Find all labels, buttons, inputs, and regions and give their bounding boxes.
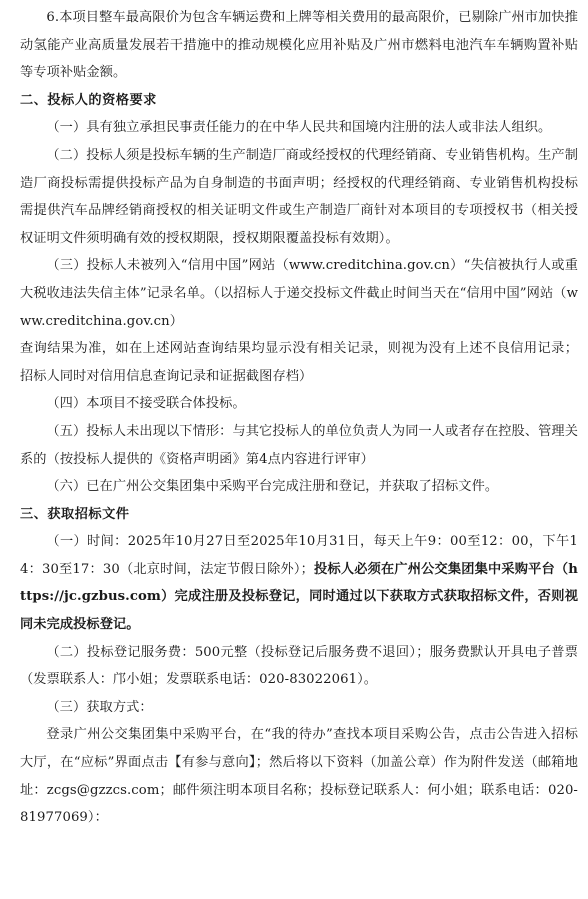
obtain-registration-notice: 投标人必须在广州公交集团集中采购平台（https://jc.gzbus.com）完成注册及投标登记，同时通过以下获取方式获取招标文件，否则视同未完成投标登记。	[20, 561, 578, 633]
paragraph-requirement-5: （五）投标人未出现以下情形：与其它投标人的单位负责人为同一人或者存在控股、管理关系的（按投标人提供的《资格声明函》第4点内容进行评审）	[20, 423, 578, 467]
paragraph-requirement-4: （四）本项目不接受联合体投标。	[46, 396, 246, 412]
paragraph-requirement-3-continued: 查询结果为准，如在上述网站查询结果均显示没有相关记录，则视为没有上述不良信用记录；招标人同时对信用信息查询记录和证据截图存档）	[20, 341, 578, 384]
paragraph-obtain-method-title: （三）获取方式：	[46, 699, 153, 715]
paragraph-requirement-6: （六）已在广州公交集团集中采购平台完成注册和登记，并获取了招标文件。	[46, 479, 499, 495]
paragraph-requirement-2: （二）投标人须是投标车辆的生产制造厂商或经授权的代理经销商、专业销售机构。生产制造厂商投标需提供投标产品为自身制造的书面声明；经授权的代理经销商、专业销售机构投标需提供汽车品牌经销商授权的相关证明文件或生产制造厂商针对本项目的专项授权书（相关授权证明文件须明确有效的授权期限，授权期限覆盖投标有效期）。	[20, 147, 578, 246]
section-heading-obtain-documents: 三、获取招标文件	[20, 506, 130, 522]
paragraph-requirement-1: （一）具有独立承担民事责任能力的在中华人民共和国境内注册的法人或非法人组织。	[46, 120, 552, 136]
paragraph-obtain-method-body: 登录广州公交集团集中采购平台，在“我的待办”查找本项目采购公告，点击公告进入招标大厅，在“应标”界面点击【有参与意向】；然后将以下资料（加盖公章）作为附件发送（邮箱地址：zcgs@gzzcs.com；邮件须注明本项目名称；投标登记联系人：何小姐；联系电话：020-81977069）：	[20, 727, 578, 826]
paragraph-item-6: 6.本项目整车最高限价为包含车辆运费和上牌等相关费用的最高限价，已剔除广州市加快推动氢能产业高质量发展若干措施中的推动规模化应用补贴及广州市燃料电池汽车车辆购置补贴等专项补贴金额。	[20, 10, 578, 81]
obtain-time-text: （一）时间：2025年10月27日至2025年10月31日，每天上午9：00至12：00，下午14：30至17：30（北京时间，法定节假日除外）；	[20, 534, 578, 577]
section-heading-qualification: 二、投标人的资格要求	[20, 92, 157, 108]
paragraph-obtain-time	[20, 528, 578, 638]
paragraph-requirement-3: （三）投标人未被列入“信用中国”网站（www.creditchina.gov.cn）“失信被执行人或重大税收违法失信主体”记录名单。（以招标人于递交投标文件截止时间当天在“信用中国”网站（www.creditchina.gov.cn）	[20, 258, 578, 329]
paragraph-registration-fee: （二）投标登记服务费：500元整（投标登记后服务费不退回）；服务费默认开具电子普票（发票联系人：邝小姐；发票联系电话：020-83022061）。	[20, 644, 578, 688]
